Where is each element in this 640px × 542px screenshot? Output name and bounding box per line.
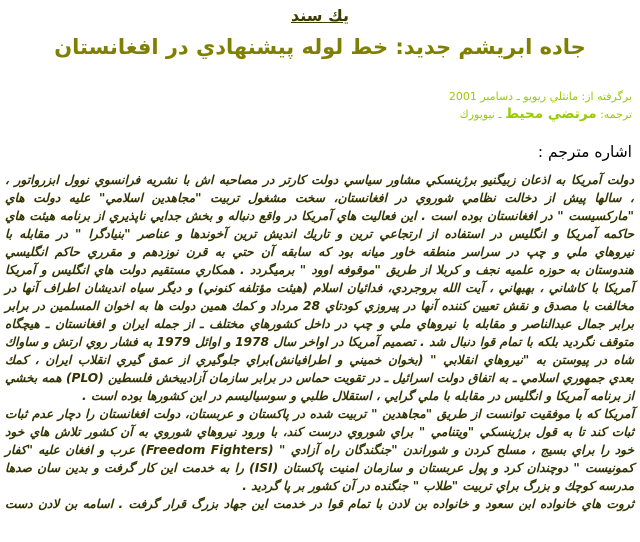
translator-attribution: [0, 106, 632, 122]
body-line: مخالفت با مصدق و نقش تعيين كننده آنها در پيروزي كودتاي 28 مرداد و كمك همين دولت ها به اخوان المسلمين در برابر: [5, 299, 634, 313]
body-line: حاكمه آمريكا و انگليس در استفاده از ارتجاعي ترين و تاريك انديش ترين آخوندها و عناصر "بنيادگرا " در مقابله با: [5, 227, 634, 241]
doc-title: جاده ابريشم جديد: خط لوله پيشنهادي در افغانستان: [54, 35, 586, 59]
source-attribution: برگرفته از: مانثلي ريويو ـ دسامبر 2001: [448, 90, 632, 103]
translator-name: مرتضي محيط: [505, 106, 597, 122]
body-paragraphs: [0, 171, 640, 513]
body-line: متوقف نگرديد بلكه با تمام قوا دنبال شد . تصميم آمريكا در اواخر سال 1978 و اوائل 1979 به فشار روي ارتش و ساواك: [5, 335, 634, 349]
paragraph: [5, 405, 634, 495]
body-line: ثروت هاي خانواده ابن سعود و خانواده بن لادن با تمام قوا در خدمت اين جهاد بزرگ قرار گرفت . اسامه بن لادن دست: [5, 497, 634, 511]
paragraph: [5, 495, 634, 513]
body-line: شاه در پيوستن به "نيروهاي انقلابي " (بخوان خميني و اطرافيانش)براي جلوگيري از عمق گيري انقلاب ايران ، كمك: [5, 353, 634, 367]
body-line: ثبات كند تا به قول برژينسكي "ويتنامي " براي شوروي درست كند، با ورود نيروهاي شوروي به آن كشور تلاش هاي خود: [5, 425, 634, 439]
translator-prefix: ترجمه:: [596, 108, 632, 121]
translator-note-heading: اشاره مترجم :: [537, 143, 632, 161]
body-line: آمريكا كه با موفقيت توانست از طريق "مجاهدين " تربيت شده در پاكستان و عربستان، دولت افغانستان را دچار عدم ثبات: [5, 407, 634, 421]
body-line: ، سالها پيش از دخالت نظامي شوروي در افغانستان، سخت مشغول تربيت "مجاهدين اسلامي" عليه دولت هاي: [5, 191, 634, 205]
body-line: خود را براي بسيج ، مسلح كردن و شوراندن "جنگندگان راه آزادي " (Freedom Fighters) عرب و افغان عليه "كفار: [5, 443, 634, 457]
body-line: "ماركسيست " در افغانستان بوده است . اين فعاليت هاي آمريكا در واقع دنباله و بخش جدايي ناپذيري از برنامه هيئت هاي: [5, 209, 634, 223]
body-line: مدرسه كوچك و بزرگ براي تربيت "طلاب " جنگنده در آن كشور بر پا گرديد .: [242, 479, 634, 493]
body-line: برابر جمال عبدالناصر و مقابله با نيروهاي ملي و چپ در داخل كشورهاي مختلف ـ از جمله ايران و افغانستان ـ هيچگاه: [5, 317, 634, 331]
body-line: هندوستان به حوزه علميه نجف و كربلا از طريق "موقوفه اوود " برميگردد . همكاري مستقيم دولت هاي انگليس و آمريكا: [5, 263, 634, 277]
body-line: بعدي جمهوري اسلامي ـ به اتفاق دولت اسرائيل ـ در تقويت حماس در برابر سازمان آزاديبخش فلسطين (PLO) همه بخشي: [5, 371, 634, 385]
body-line: دولت آمريكا به اذعان زبيگنيو برژينسكي مشاور سياسي دولت كارتر در مصاحبه اش با نشريه فرانسوي نوول ابزرواتور ،: [5, 173, 634, 187]
body-line: آمريكا با كاشاني ، بهبهاني ، آيت الله بروجردي، فدائيان اسلام (هيئت مؤتلفه كنوني) و ديگر سياه انديشان اطراف آنها در: [5, 281, 634, 295]
body-line: نيروهاي ملي و چپ در سراسر منطقه خاور ميانه بود كه سابقه آن حتي به قرن نوزدهم و مقرري حاكم انگليسي: [5, 245, 634, 259]
body-line: كمونيست " دوچندان كرد و پول عربستان و سازمان امنيت پاكستان (ISI) را به خدمت اين كار گرفت و بدين سان صدها: [5, 461, 634, 475]
paragraph: [5, 171, 634, 405]
body-line: از برنامه آمريكا و انگليس در مقابله با ملي گرايي ، استقلال طلبي و سوسياليسم در اين كشورها بوده است .: [81, 389, 634, 403]
doc-label: يك سند: [291, 6, 349, 25]
translator-city: ـ نيويورك: [459, 108, 506, 121]
